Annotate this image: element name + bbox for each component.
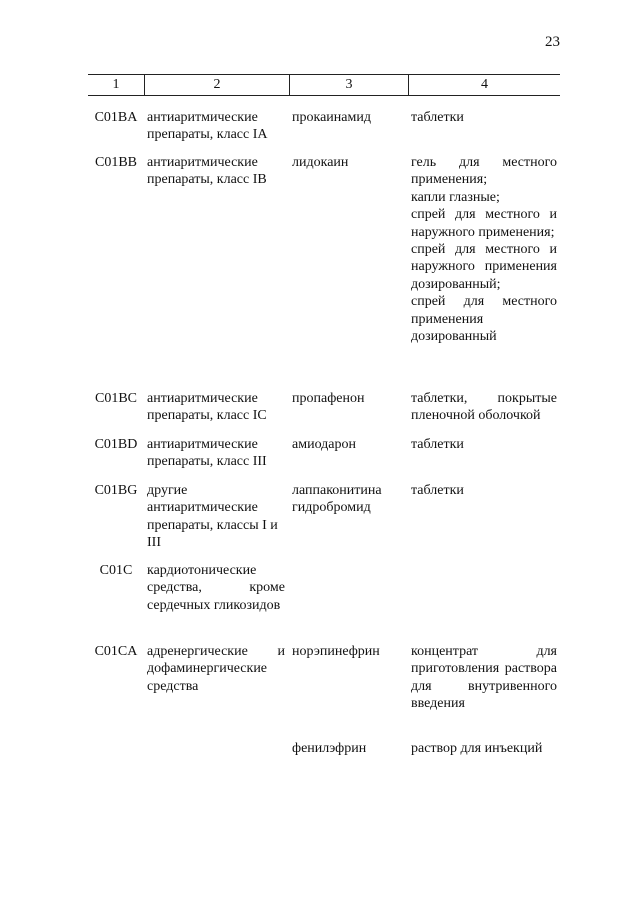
dosage-form: [411, 154, 557, 345]
dosage-form-item: спрей для местного применения дозированный: [411, 294, 557, 345]
drug-name: норэпинефрин: [292, 644, 380, 659]
group-name: кардиотонические средства, кроме сердечных гликозидов: [147, 563, 285, 613]
group-name: антиаритмические препараты, класс III: [147, 437, 267, 470]
dosage-form-item: таблетки, покрытые пленочной оболочкой: [411, 391, 557, 424]
page-number: 23: [545, 34, 560, 50]
atc-code: C01CA: [94, 644, 138, 659]
dosage-form-item: таблетки: [411, 483, 464, 498]
atc-code: C01C: [99, 563, 133, 578]
dosage-form-item: раствор для инъекций: [411, 741, 543, 756]
atc-code: C01BA: [94, 110, 138, 125]
header-col-4: 4: [481, 77, 488, 92]
group-name: антиаритмические препараты, класс IB: [147, 155, 267, 188]
dosage-form-item: спрей для местного и наружного применения;: [411, 207, 557, 240]
header-col-2: 2: [213, 77, 221, 92]
group-name: антиаритмические препараты, класс IC: [147, 391, 267, 424]
atc-code: C01BG: [94, 483, 138, 498]
dosage-form-item: концентрат для приготовления раствора для внутривенного введения: [411, 644, 557, 712]
dosage-form: [411, 109, 557, 126]
dosage-form-item: таблетки: [411, 110, 464, 125]
atc-code: C01BC: [94, 391, 137, 406]
dosage-form-item: гель для местного применения;: [411, 155, 557, 188]
atc-code: C01BB: [94, 155, 137, 170]
dosage-form-item: спрей для местного и наружного применения дозированный;: [411, 242, 557, 292]
table-header: [88, 74, 560, 96]
dosage-form-item: капли глазные;: [411, 189, 500, 205]
drug-name: фенилэфрин: [292, 741, 367, 756]
drug-name: прокаинамид: [292, 110, 371, 125]
drug-name: пропафенон: [292, 391, 365, 406]
header-col-3: 3: [345, 77, 353, 92]
dosage-form: [411, 482, 557, 499]
group-name: адренергические и дофаминергические средства: [147, 644, 285, 694]
dosage-form: [411, 643, 557, 713]
dosage-form: [411, 436, 557, 453]
atc-code: C01BD: [94, 437, 138, 452]
dosage-form: [411, 390, 557, 425]
header-col-1: 1: [112, 77, 120, 92]
group-name: антиаритмические препараты, класс IA: [147, 110, 268, 143]
drug-name: лаппаконитина гидробромид: [292, 483, 382, 516]
dosage-form: [411, 740, 557, 757]
dosage-form-item: таблетки: [411, 437, 464, 452]
drug-name: лидокаин: [292, 155, 349, 170]
group-name: другие антиаритмические препараты, классы I и III: [147, 483, 278, 551]
drug-name: амиодарон: [292, 437, 356, 452]
